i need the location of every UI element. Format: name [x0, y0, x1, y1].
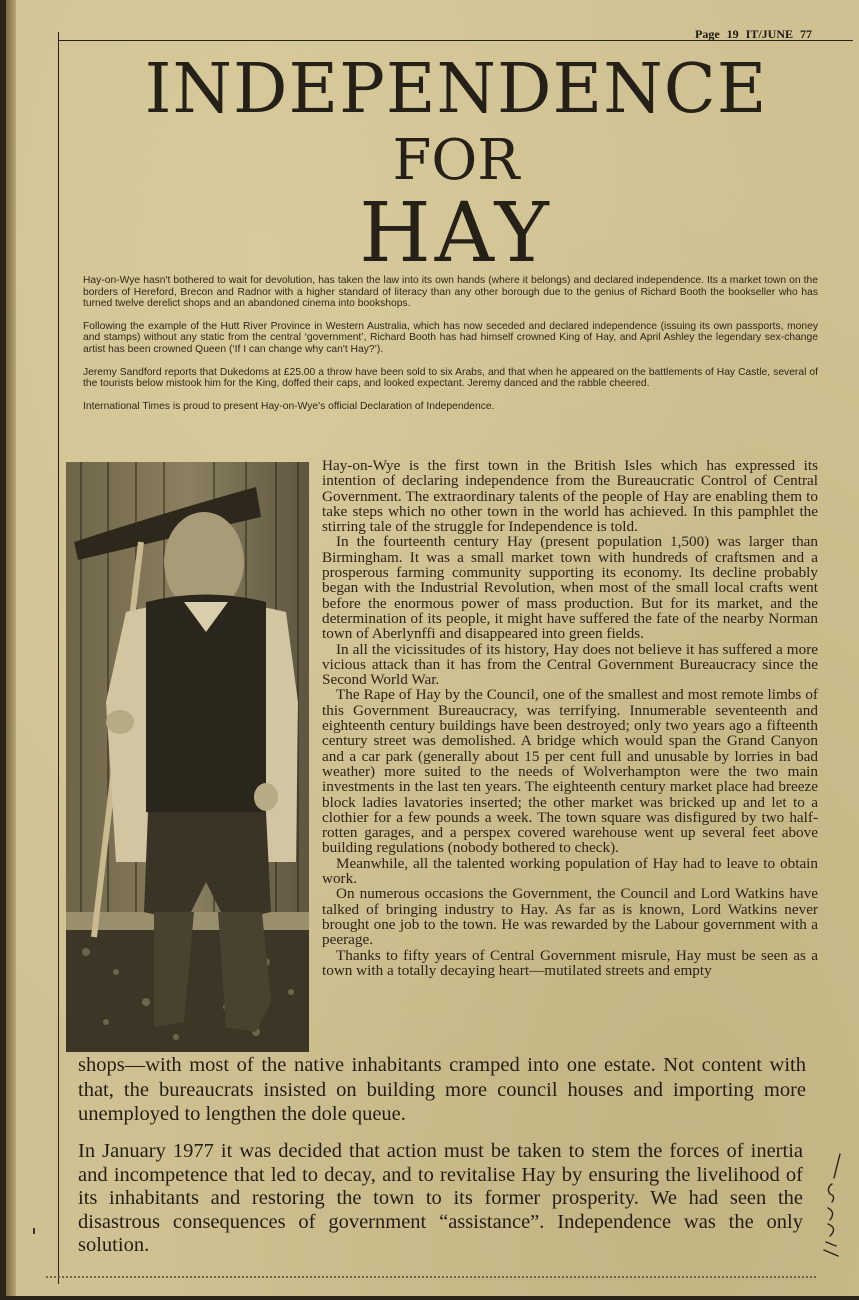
intro-paragraph: Hay-on-Wye hasn't bothered to wait for devolution, has taken the law into its own hands (where it belongs) and declared independence. Its a market town on the borders of Hereford, Brecon and Radnor with a higher standard of literacy than any other borough due to the genius of Richard Booth the bookseller who has turned twelve derelict shops and an abandoned cinema into bookshops.	[83, 275, 818, 310]
article-continuation: shops—with most of the native inhabitants cramped into one estate. Not content with that, the bureaucrats insisted on building more council houses and importing more unemployed to lengthen the dole queue.	[78, 1054, 806, 1125]
folio	[695, 27, 812, 42]
article-paragraph: The Rape of Hay by the Council, one of the smallest and most remote limbs of this Government Bureaucracy, was terrifying. Innumerable seventeenth and eighteenth century buildings have been destroyed; only two years ago a fifteenth century street was demolished. A bridge which would span the Grand Canyon and a car park (generally about 15 per cent full and unusable by lorries in bad weather) more suited to the needs of Wolverhampton were the two main investments in the last ten years. The eighteenth century market place had breeze block ladies lavatories inserted; the other market was bricked up and let to a clothier for a few pounds a week. The town square was disfigured by two half-rotten garages, and a perspex covered warehouse went up several feet above building regulations (nobody bothered to check).	[322, 686, 818, 857]
intro-paragraph: International Times is proud to present Hay-on-Wye's official Declaration of Independence.	[83, 400, 495, 412]
article-closing-paragraph: In January 1977 it was decided that action must be taken to stem the forces of inertia and incompetence that led to decay, and to revitalise Hay by ensuring the livelihood of its inhabitants and restoring the town to its former prosperity. We had seen the disastrous consequences of government “assistance”. Independence was the only solution.	[78, 1140, 803, 1256]
page-fold-shadow	[6, 0, 16, 1296]
footer-dotted-rule	[46, 1270, 816, 1278]
intro-block	[83, 275, 818, 423]
headline-line-1: INDEPENDENCE	[144, 50, 768, 129]
article-paragraph: In all the vicissitudes of its history, Hay does not believe it has suffered a more vicious attack than it has from the Central Government Bureaucracy since the Second World War.	[322, 640, 818, 689]
portrait-photo	[66, 462, 309, 1052]
article-paragraph: On numerous occasions the Government, the Council and Lord Watkins have talked of bringing industry to Hay. As far as is known, Lord Watkins never brought one job to the town. He was rewarded by the Labour government with a peerage.	[322, 885, 818, 949]
article-paragraph: Hay-on-Wye is the first town in the British Isles which has expressed its intention of declaring independence from the Bureaucratic Control of Central Government. The extraordinary talents of the people of Hay are enabling them to take steps which no other town in the world has achieved. In this pamphlet the stirring tale of the struggle for Independence is told.	[322, 457, 818, 536]
article-body-column	[322, 458, 818, 978]
article-paragraph: Meanwhile, all the talented working population of Hay had to leave to obtain work.	[322, 854, 818, 888]
intro-paragraph: Jeremy Sandford reports that Dukedoms at £25.00 a throw have been sold to six Arabs, and that when he appeared on the battlements of Hay Castle, several of the tourists below mistook him for the King, doffed their caps, and looked expectant. Jeremy danced and the rabble cheered.	[83, 366, 818, 390]
newspaper-page	[6, 0, 859, 1296]
photo-illustration	[66, 462, 309, 1052]
article-paragraph: In the fourteenth century Hay (present population 1,500) was larger than Birmingham. It was a small market town with hundreds of craftsmen and a prosperous farming community supporting its economy. Its decline probably began with the Industrial Revolution, when most of the small local crafts went before the enormous power of mass production. But for its market, and the determination of its people, it might have suffered the fate of the nearby Norman town of Aberlynffi and disappeared into green fields.	[322, 533, 818, 643]
page-number: Page 19	[695, 27, 739, 41]
column-rule-vertical	[58, 32, 59, 1284]
intro-paragraph: Following the example of the Hutt River Province in Western Australia, which has now seceded and declared independence (issuing its own passports, money and stamps) without any static from the central ‘government’, Richard Booth has had himself crowned King of Hay, and April Ashley the legendary sex-change artist has been crowned Queen (‘If I can change why can't Hay?’).	[83, 320, 818, 355]
headline-line-2: FOR	[392, 128, 520, 193]
article-paragraph: Thanks to fifty years of Central Government misrule, Hay must be seen as a town with a totally decaying heart—mutilated streets and empty	[322, 946, 818, 979]
margin-mark	[33, 1228, 35, 1234]
headline-line-3: HAY	[359, 186, 553, 281]
handwritten-signature-icon	[818, 1150, 848, 1260]
issue-label: IT/JUNE 77	[745, 27, 812, 41]
